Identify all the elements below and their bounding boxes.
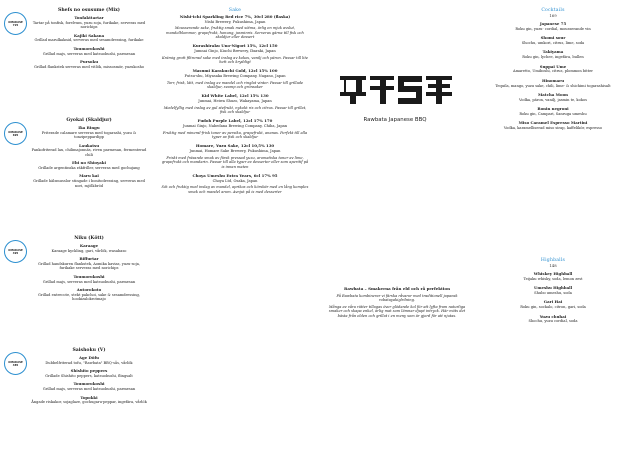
sake-item: [160, 144, 310, 168]
sake-name: Kid White Label, 12cl 15% 130: [201, 93, 269, 99]
menu-item: [30, 126, 148, 140]
menu-item: [30, 34, 148, 43]
menu-item-desc: Grillade hälsmusslor stingade i bonitodressing, serveras med nori, mjölkbröd: [33, 179, 145, 188]
menu-item: [30, 47, 148, 56]
menu-item: [30, 144, 148, 158]
menu-item-name: Ebi no Shioyaki: [72, 160, 106, 166]
menu-item: [30, 16, 148, 30]
cocktail-item-name: Ronin negroni: [537, 106, 569, 112]
cocktails-heading: Cocktails: [541, 8, 565, 13]
sake-name: Nishi-ichi Sparkling Red rice 7%, 30cl 280 (flaska): [179, 14, 291, 19]
highball-item: [478, 315, 628, 324]
cocktail-item: [478, 50, 628, 59]
sake-name: Fudoh Purple Label, 12cl 17% 170: [197, 118, 273, 124]
highball-item-desc: Shubo umeshu, soda: [534, 291, 572, 295]
sake-item: [160, 119, 310, 139]
sake-desc: Mousserande sake, fruktig smak med sötma, ärlig en mjuk avslut, mandelblommor, grapefrukt, honung, jasminris. Serveras gärna till fisk och skaldjur eller dessert: [166, 26, 304, 40]
sake-desc: Krämig grott filtrerad sake med inslag av kokos, vanilj och päron. Passar till lite hett och kryddigt: [161, 55, 309, 65]
menu-item: [30, 288, 148, 302]
menu-item-desc: Karaage kyckling, gari, vårlök, wasabaso: [51, 248, 127, 253]
menu-item-desc: Grillad majs, serveras med katsuobushi, parmesan: [42, 279, 136, 284]
food-section-body: [30, 118, 148, 192]
menu-item-desc: Grillade Shishito peppers, katsuobushi, flingsalt: [45, 374, 133, 378]
sake-producer: Futsu-shu, Miyasaka Brewing Company, Nagano, Japan: [184, 74, 286, 79]
sake-list: [160, 15, 310, 194]
highball-item: [478, 272, 628, 281]
highballs-list: [478, 272, 628, 324]
menu-item-desc: Grillad majs, serveras med katsuobushi, parmesan: [42, 387, 136, 392]
menu-item-name: Maru kai: [79, 173, 99, 179]
highball-item: [478, 300, 628, 309]
food-section-title: Gyokai (Skaldjur): [66, 118, 112, 123]
menu-item-desc: Pankofriterad lax, chilimajonnäs, riven parmesan, fermenterad chili: [31, 148, 147, 157]
sake-producer: Choya Ltd, Osaka, Japan: [212, 178, 258, 183]
menu-item-name: Karaage: [79, 243, 99, 248]
badge-label: OMAKASE: [8, 360, 23, 364]
sake-name: Homare, Yuzu Sake, 12cl 10,5% 130: [195, 143, 275, 149]
omakase-badge: [4, 240, 27, 263]
menu-item: [30, 275, 148, 284]
menu-item-name: Shishito peppers: [70, 368, 108, 374]
sake-desc: Söt och fruktig med inslag av mandel, aprikos och körsbär med en lång komplex smak och mandel arom. Avnjut på is med desserter: [161, 185, 309, 194]
cocktail-item-name: Hinomaru: [541, 77, 565, 83]
cocktail-item-desc: Roku gin, Campari, Sanruga umeshu: [519, 112, 587, 117]
cocktail-item: [478, 22, 628, 31]
sake-name: Masumi Karakuchi Gold, 12cl 15% 100: [192, 68, 278, 74]
cocktail-item: [478, 79, 628, 88]
badge-price: 695: [12, 133, 19, 137]
sake-item: [160, 69, 310, 89]
badge-price: 495: [12, 251, 19, 255]
menu-item: [30, 396, 148, 405]
sake-producer: Junmai, Homare Sake Brewery, Fukushima, Japan: [189, 149, 281, 154]
sake-item: [160, 94, 310, 114]
sake-desc: Friskt med fräsande smak av färsk pressad yuzu, aromatiska toner av lime, grapefrukt och mandarin. Passar till alla typer av desserter eller som aperitif på is innan maten: [161, 155, 309, 169]
menu-item-desc: Grillad flankstek serveras med vitlök, missosmör, yuzukosho: [33, 64, 145, 69]
sake-item: [160, 174, 310, 194]
omakase-badge: [4, 12, 27, 35]
food-section-title: Saishoku (V): [72, 348, 106, 353]
menu-item: [30, 174, 148, 188]
highball-item-desc: Shochu, yuzu cordial, soda: [528, 319, 578, 324]
highball-item-desc: Roku gin, sockalo, citron, gari, soda: [520, 305, 586, 310]
menu-item-name: Topokki: [80, 394, 98, 400]
cocktail-item-name: Suppai Ume: [539, 63, 567, 69]
cocktail-item: [478, 65, 628, 74]
food-section-body: [30, 348, 148, 409]
cocktail-item: [478, 36, 628, 45]
restaurant-name: Rawbata Japanese BBQ: [363, 117, 427, 123]
cocktail-item: [478, 93, 628, 102]
cocktail-item-desc: Roku gin, yuzu- cordial, mousserande vin: [515, 26, 591, 31]
cocktail-item: [478, 121, 628, 130]
menu-item: [30, 382, 148, 391]
cocktail-item: [478, 107, 628, 116]
cocktail-item-desc: Amaretto, Umiboshi, citrus, plommon bitter: [513, 69, 593, 74]
badge-label: OMAKASE: [8, 130, 23, 134]
menu-item-desc: Friterade calamare serveras med togarashi, yuzu & tonzipeppardipp: [41, 130, 137, 140]
menu-item-name: Biffurtar: [79, 256, 99, 262]
sake-item: [160, 15, 310, 39]
cocktail-item-name: Shomi sour: [540, 35, 566, 41]
menu-item-desc: Dubbelfriterad tofu, "Rawbata" BBQ-sås, vårlök: [45, 360, 133, 365]
menu-item: [30, 60, 148, 69]
menu-item-desc: Tartar på tonfisk, forelvum, yuzu soja, furikake, serveras med norichips: [32, 20, 146, 30]
menu-item: [30, 257, 148, 271]
sake-heading: Sake: [228, 8, 242, 13]
sake-desc: Medelfyllig med inslag av gul stefrukt, nykokt ris och citrus. Passar till grillat, fisk och skaldjur: [163, 105, 307, 115]
food-section-title: Niku (Kött): [74, 236, 104, 241]
menu-item-desc: Grillade argentinska räkfriller, serveras med gochujang: [38, 166, 140, 171]
cocktail-item-name: Miso Caramel Espresso Martini: [518, 120, 588, 126]
about-section: [324, 286, 470, 320]
cocktail-item-name: Japanese 75: [539, 21, 567, 26]
menu-item-name: Toumorokoshi: [73, 273, 105, 279]
menu-item-name: Pursoku: [79, 59, 99, 65]
menu-item: [30, 356, 148, 365]
menu-item-desc: Grillad marulkaknid, serveras med sesamdressing, furikake: [34, 38, 144, 43]
menu-item-desc: Grillad handskuren flankstek, Aomika kavias, yuzu-soja, furikake serveras med norichips: [38, 262, 140, 271]
rawbata-logo: [336, 72, 454, 112]
about-title: Rawbata – Smakerna från eld och rå perfektion: [344, 286, 450, 291]
sake-name: Choya Umeshu Extra Years, 6cl 17% 95: [192, 172, 278, 178]
menu-item: [30, 369, 148, 378]
highball-item-name: Umeshu Highball: [533, 285, 573, 291]
food-section-body: [30, 236, 148, 306]
about-paragraph: På Rawbata kombinerar vi färska råvaror med traditionell japansk robatayakiglrilning.: [336, 294, 458, 303]
menu-item-name: Tonfakttartar: [74, 15, 104, 20]
highballs-column: [478, 258, 628, 329]
badge-label: OMAKASE: [8, 248, 23, 252]
omakase-badge: [4, 352, 27, 375]
cocktails-list: [478, 22, 628, 131]
menu-item: [30, 244, 148, 253]
highball-item-name: Whiskey Highball: [533, 271, 573, 276]
sake-desc: Torr, frisk, lätt, med inslag av mandel och ringlat vinter. Passar till grillade skaldjur, svamp och grönsaker: [166, 80, 304, 90]
cocktails-column: [478, 8, 628, 136]
menu-item-name: Age Dōfu: [78, 355, 100, 360]
cocktails-price: 169: [549, 13, 557, 18]
badge-price: 725: [12, 23, 19, 27]
badge-price: 485: [12, 363, 19, 367]
sake-producer: Junmai Ginjo, Nabedana Brewing Company, Chiba, Japan: [182, 124, 288, 129]
sake-desc: Fruktig med mineral-frisk toner av persika, grapefrukt, ananas. Perfekt till alla typer av fisk och skaldjur: [162, 130, 308, 140]
highballs-heading: Highballs: [540, 258, 566, 263]
food-section-body: [30, 8, 148, 73]
menu-item: [30, 161, 148, 170]
about-paragraph: Många av våra rätter tillagas över glödande kol för att lyfta fram naturliga smaker och skapa enkel, ärlig mat som lämnar djupt intryck. Här möts det bästa från elden och grillat i en meny som är gjord för att njutas.: [328, 304, 466, 318]
cocktail-item-desc: Vodka, päron, vanilj, jasmin te, kokos: [519, 97, 587, 102]
menu-item-desc: Ångade riskakor, sojaglaze, gochugaru-peppar, ingefära, vårlök: [31, 400, 147, 405]
menu-item-desc: Grillad majs, serveras med katsuobushi, parmesan: [42, 51, 136, 56]
sake-producer: Jumnai Ginjo, Kiuchi Brewery, Ibaraki, Japan: [194, 49, 276, 54]
cocktail-item-desc: Tequila, mango, yuzu sake, chili, lime- & shichimi togarashisalt: [495, 83, 611, 88]
menu-item-name: Autorokoto: [76, 287, 102, 293]
highballs-price: 148: [549, 263, 557, 268]
badge-label: OMAKASE: [8, 20, 23, 24]
highball-item-name: Gari Hai: [543, 299, 563, 305]
menu-item-name: Toumorokoshi: [73, 45, 105, 51]
cocktail-item-desc: Shochu, umkori, citrus, lime, soda: [521, 41, 585, 45]
cocktail-item-name: Takiyama: [542, 49, 564, 55]
cocktail-item-desc: Roku gin, lychee, ingefära, bullen: [522, 55, 584, 60]
sake-column: [160, 8, 310, 199]
food-section-title: Shefs no osusume (Mix): [58, 8, 120, 13]
cocktail-item-name: Matcha Moon: [537, 92, 569, 98]
sake-item: [160, 44, 310, 64]
highball-item-name: Yuzu chuhai: [539, 313, 567, 319]
menu-item-name: Ika Ringu: [78, 125, 100, 130]
omakase-badge: [4, 122, 27, 145]
menu-item-name: Laukatsu: [78, 142, 100, 148]
sake-producer: Nishi Brewery, Fukushima, Japan: [204, 19, 266, 24]
menu-item-name: Toumorokoshi: [73, 381, 105, 387]
sake-producer: Junmai, Heiwa Shuzo, Wakayama, Japan: [198, 99, 272, 104]
highball-item: [478, 286, 628, 295]
sake-name: Kurashiraku Uno-Nigori 15%, 12cl 150: [192, 43, 278, 49]
menu-item-desc: Grillad entrecote, stekt pakchoi, sake & sesamdressing, hookizalokrotmajo: [38, 292, 140, 302]
cocktail-item-desc: Vodka, karamelliserad miso sirap, kaffelikör, espresso: [503, 126, 603, 131]
highball-item-desc: Teijaku whisky, soda, lemon zest: [523, 276, 583, 281]
menu-item-name: Kajiki Sakana: [73, 32, 105, 38]
